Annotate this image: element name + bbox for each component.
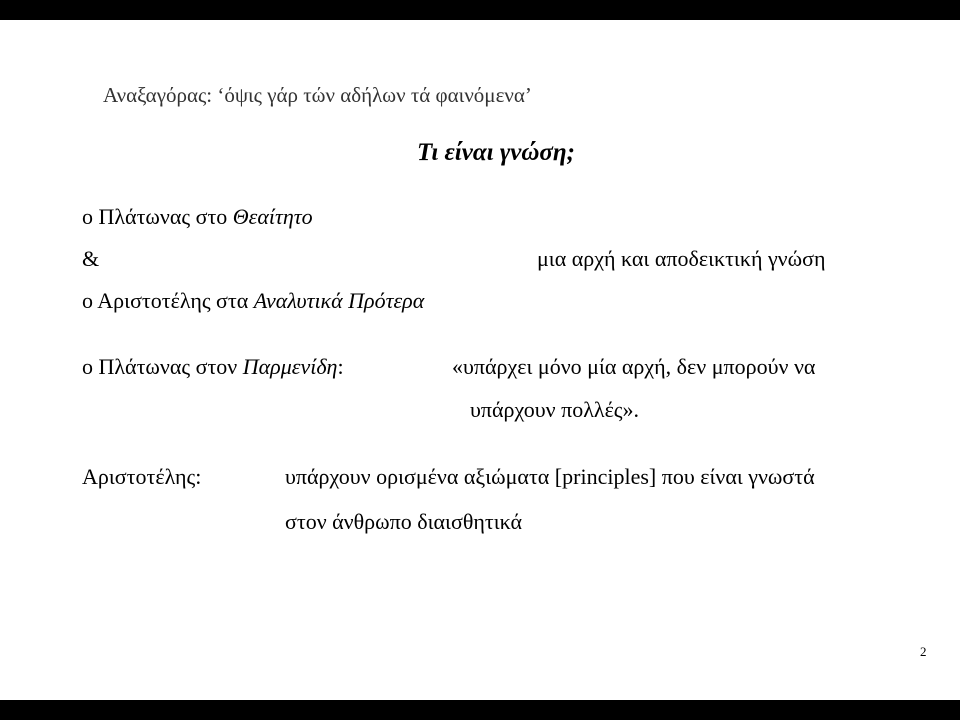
parmenides-title: Παρμενίδη (242, 354, 338, 379)
prior-analytics-title: Αναλυτικά Πρότερα (253, 288, 425, 313)
parmenides-quote-line2: υπάρχουν πολλές». (470, 397, 640, 422)
anaxagoras-quote: Αναξαγόρας: ‘όψις γάρ τών αδήλων τά φαινόμενα’ (103, 83, 532, 107)
page-number: 2 (920, 644, 927, 659)
aristotle-label: Αριστοτέλης: (82, 464, 202, 489)
ampersand: & (82, 246, 100, 271)
plato-theaetetus-line (82, 204, 313, 230)
parmenides-colon: : (337, 354, 344, 379)
plato-parmenides-line (82, 354, 344, 380)
parmenides-quote-line1: «υπάρχει μόνο μία αρχή, δεν μπορούν να (452, 354, 816, 379)
slide-title: Τι είναι γνώση; (417, 139, 575, 166)
theaetetus-title: Θεαίτητο (232, 204, 313, 229)
aristotle-axioms-line1: υπάρχουν ορισμένα αξιώματα [principles] που είναι γνωστά (285, 464, 815, 489)
aristotle-analytics-prefix: ο Αριστοτέλης στα (82, 288, 254, 313)
principle-knowledge-text: μια αρχή και αποδεικτική γνώση (537, 246, 826, 271)
aristotle-axioms-line2: στον άνθρωπο διαισθητικά (285, 509, 523, 534)
slide (0, 20, 960, 700)
aristotle-analytics-line (82, 288, 424, 314)
plato-theaetetus-prefix: ο Πλάτωνας στο (82, 204, 233, 229)
plato-parmenides-prefix: ο Πλάτωνας στον (82, 354, 243, 379)
